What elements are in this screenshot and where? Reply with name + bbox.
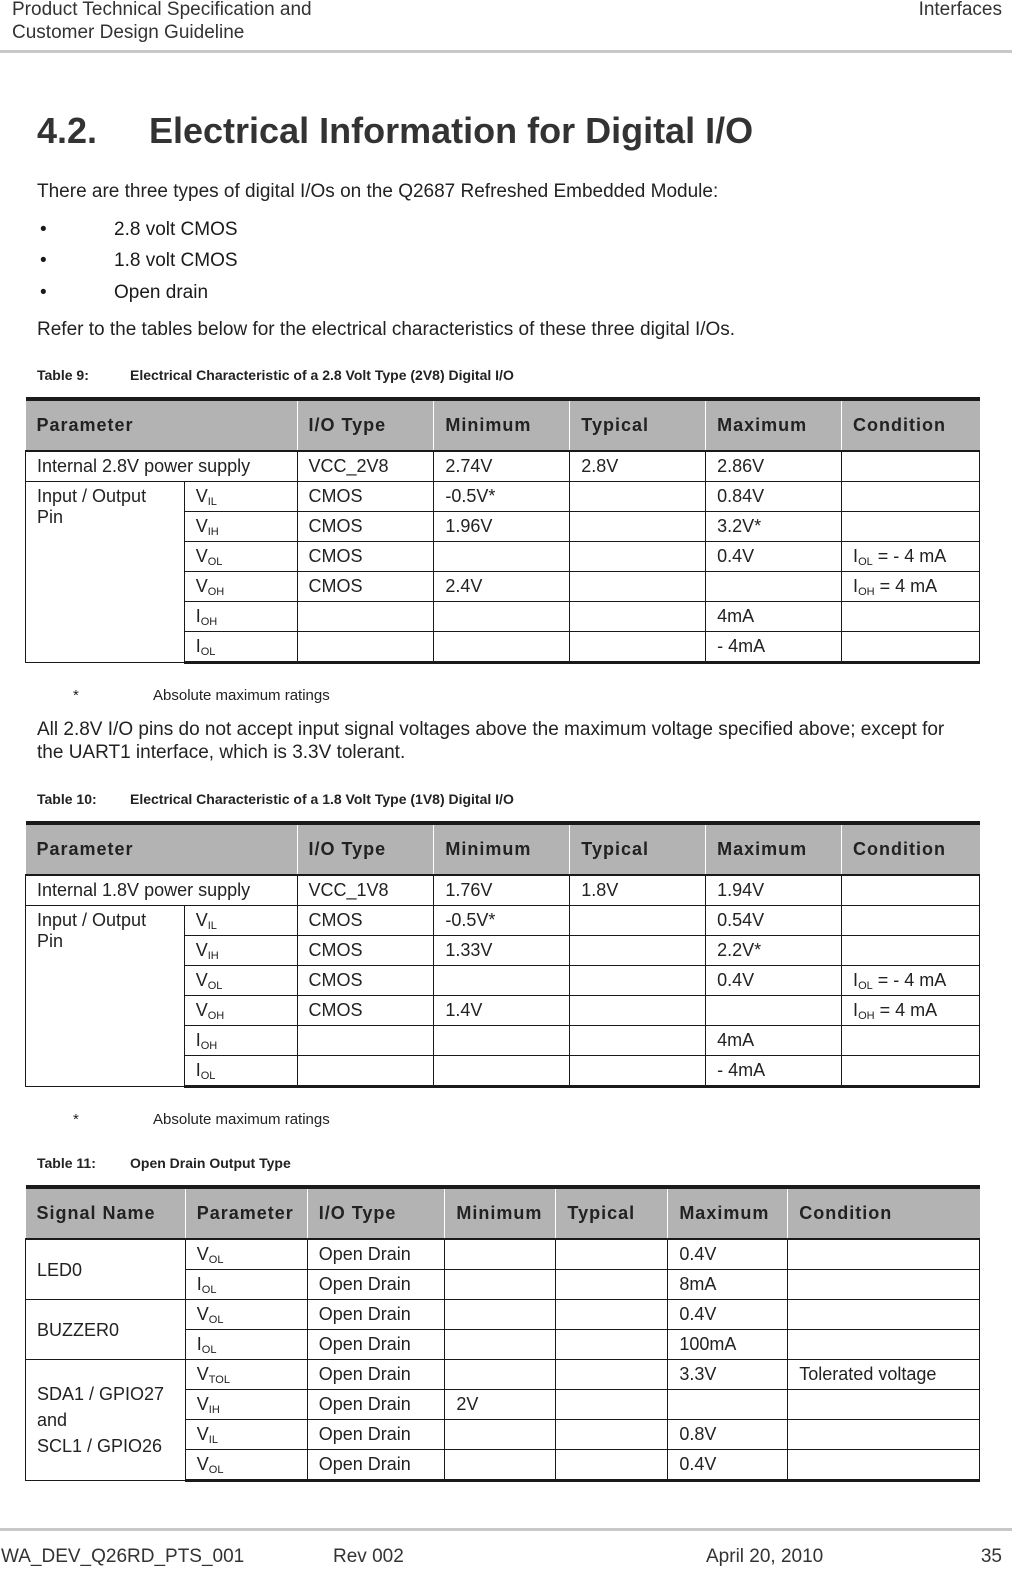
table-cell: Open Drain — [307, 1360, 445, 1390]
table-cell — [184, 632, 297, 663]
col-header: Condition — [788, 1187, 980, 1239]
symbol: I — [196, 1273, 202, 1294]
signal-name-cell — [26, 1300, 186, 1360]
signal-name: and — [37, 1410, 68, 1430]
table-cell: Tolerated voltage — [788, 1360, 980, 1390]
table-cell: 2.74V — [434, 451, 570, 482]
table9-label: Table 9: — [37, 367, 89, 383]
bullet-text: 2.8 volt CMOS — [114, 219, 238, 240]
signal-name-cell — [26, 1239, 186, 1300]
table-cell — [184, 602, 297, 632]
symbol-subscript: IH — [208, 1403, 220, 1416]
col-header: Minimum — [434, 823, 570, 875]
table-cell — [556, 1390, 668, 1420]
table-cell — [570, 996, 706, 1026]
table-cell — [434, 1056, 570, 1087]
table-cell — [185, 1330, 307, 1360]
table-cell: Internal 2.8V power supply — [26, 451, 298, 482]
table-cell — [184, 906, 297, 936]
table-cell: CMOS — [297, 936, 434, 966]
symbol-subscript: OL — [201, 1343, 217, 1356]
symbol-subscript: OL — [200, 1069, 216, 1082]
table-cell — [570, 482, 706, 512]
symbol: I — [853, 545, 859, 566]
table-cell — [297, 1056, 434, 1087]
signal-name: SCL1 / GPIO26 — [37, 1436, 163, 1456]
col-header: Minimum — [434, 399, 570, 451]
table10 — [25, 821, 980, 1088]
table-cell: 1.96V — [434, 512, 570, 542]
table-header-row — [26, 1187, 980, 1239]
table-cell — [445, 1330, 556, 1360]
table-cell — [445, 1420, 556, 1450]
symbol: V — [196, 1393, 209, 1414]
table-cell — [842, 1056, 980, 1087]
col-header: Typical — [556, 1187, 668, 1239]
table11-caption — [37, 1155, 291, 1171]
table-cell — [668, 1390, 788, 1420]
table-cell — [185, 1450, 307, 1481]
table-cell — [185, 1360, 307, 1390]
group-label: Input / Output Pin — [26, 482, 185, 663]
table-cell — [556, 1360, 668, 1390]
header-section: Interfaces — [918, 0, 1002, 20]
col-header: Maximum — [668, 1187, 788, 1239]
col-header: Condition — [842, 399, 980, 451]
symbol-subscript: OH — [200, 1039, 218, 1052]
table-cell — [570, 1026, 706, 1056]
note-text: Absolute maximum ratings — [153, 687, 330, 704]
col-header: Parameter — [185, 1187, 307, 1239]
table-cell — [842, 1026, 980, 1056]
table-cell — [788, 1239, 980, 1270]
footer-divider — [0, 1528, 1012, 1531]
col-header: Typical — [570, 823, 706, 875]
table-cell — [570, 542, 706, 572]
table-cell: 0.8V — [668, 1420, 788, 1450]
table9-note — [73, 687, 330, 704]
refer-paragraph: Refer to the tables below for the electrical characteristics of these three digital I/Os. — [37, 319, 736, 340]
col-header: Parameter — [26, 823, 298, 875]
table-cell — [788, 1420, 980, 1450]
section-heading — [37, 110, 753, 152]
table-cell — [185, 1300, 307, 1330]
table-cell: 1.94V — [706, 875, 842, 906]
table-cell: Internal 1.8V power supply — [26, 875, 298, 906]
table-cell — [570, 936, 706, 966]
symbol: V — [195, 485, 208, 506]
table-row — [26, 482, 980, 512]
doc-title — [12, 0, 312, 44]
bullet-text: Open drain — [114, 282, 209, 303]
table-cell — [297, 1026, 434, 1056]
col-header: Condition — [842, 823, 980, 875]
signal-name: BUZZER0 — [37, 1319, 120, 1340]
table-cell — [842, 936, 980, 966]
table-cell — [434, 602, 570, 632]
table-cell — [842, 906, 980, 936]
table-cell — [445, 1300, 556, 1330]
table-cell — [706, 572, 842, 602]
table-cell — [184, 1056, 297, 1087]
footer-revision: Rev 002 — [333, 1546, 404, 1567]
symbol: V — [196, 1453, 209, 1474]
table-cell: CMOS — [297, 906, 434, 936]
section-number: 4.2. — [37, 110, 98, 151]
symbol-subscript: IL — [207, 495, 217, 508]
table-cell — [556, 1420, 668, 1450]
symbol: I — [195, 1029, 201, 1050]
supply-row — [26, 875, 980, 906]
table-cell — [842, 542, 980, 572]
signal-name: SDA1 / GPIO27 — [37, 1384, 165, 1404]
bullet-text: 1.8 volt CMOS — [114, 250, 238, 271]
table-cell: Open Drain — [307, 1239, 445, 1270]
table-cell — [842, 451, 980, 482]
table-cell: 2.8V — [570, 451, 706, 482]
symbol: V — [195, 575, 208, 596]
supply-row — [26, 451, 980, 482]
symbol: V — [196, 1303, 209, 1324]
col-header: I/O Type — [307, 1187, 445, 1239]
table-cell: CMOS — [297, 482, 434, 512]
signal-name: LED0 — [37, 1259, 83, 1280]
symbol-subscript: OL — [200, 645, 216, 658]
table9-caption — [37, 367, 514, 383]
symbol: V — [196, 1363, 209, 1384]
table-cell: 0.54V — [706, 906, 842, 936]
condition-value: = - 4 mA — [872, 969, 947, 990]
table-cell — [184, 936, 297, 966]
table-cell — [434, 1026, 570, 1056]
table-cell: - 4mA — [706, 632, 842, 663]
footer-date: April 20, 2010 — [706, 1546, 824, 1567]
table-row — [26, 1239, 980, 1270]
table-cell: 2.2V* — [706, 936, 842, 966]
col-header: Parameter — [26, 399, 298, 451]
table-cell — [788, 1330, 980, 1360]
doc-title-line1: Product Technical Specification and — [12, 0, 312, 20]
table-cell — [788, 1270, 980, 1300]
table-cell: 0.4V — [706, 966, 842, 996]
table-cell — [434, 542, 570, 572]
table-cell — [184, 1026, 297, 1056]
symbol-subscript: OL — [207, 555, 223, 568]
table-cell: 2V — [445, 1390, 556, 1420]
table-cell: 8mA — [668, 1270, 788, 1300]
symbol: V — [195, 909, 208, 930]
table-cell — [445, 1360, 556, 1390]
table-cell — [556, 1270, 668, 1300]
symbol: V — [195, 515, 208, 536]
symbol-subscript: OL — [208, 1313, 224, 1326]
table10-label: Table 10: — [37, 791, 97, 807]
table-header-row — [26, 823, 980, 875]
table-cell — [570, 602, 706, 632]
section-title: Electrical Information for Digital I/O — [149, 110, 754, 151]
table-cell — [842, 572, 980, 602]
symbol-subscript: OH — [207, 585, 225, 598]
table-cell — [445, 1239, 556, 1270]
table-cell — [570, 906, 706, 936]
table-cell: Open Drain — [307, 1300, 445, 1330]
bullet-item: • Open drain — [40, 282, 209, 303]
table-cell: 0.4V — [668, 1300, 788, 1330]
table-cell: Open Drain — [307, 1390, 445, 1420]
table11-title: Open Drain Output Type — [130, 1155, 291, 1171]
table-row — [26, 1300, 980, 1330]
table10-title: Electrical Characteristic of a 1.8 Volt Type (1V8) Digital I/O — [130, 791, 514, 807]
symbol-subscript: OH — [858, 585, 875, 598]
symbol-subscript: OL — [201, 1283, 217, 1296]
table-cell — [556, 1450, 668, 1481]
col-header: Minimum — [445, 1187, 556, 1239]
table-cell: 0.4V — [668, 1239, 788, 1270]
group-label: Input / Output Pin — [26, 906, 185, 1087]
symbol: V — [195, 939, 208, 960]
table-cell: 1.8V — [570, 875, 706, 906]
table-cell — [184, 542, 297, 572]
symbol-subscript: IL — [208, 1433, 218, 1446]
note-star: * — [73, 1111, 79, 1128]
table-row — [26, 906, 980, 936]
table-cell — [570, 512, 706, 542]
uart-paragraph: All 2.8V I/O pins do not accept input signal voltages above the maximum voltage specified above; except for the UART1 interface, which is 3.3V tolerant. — [37, 719, 945, 763]
footer-doc-id: WA_DEV_Q26RD_PTS_001 — [1, 1546, 245, 1567]
symbol: V — [195, 969, 208, 990]
symbol: I — [195, 635, 201, 656]
header-divider — [0, 50, 1012, 53]
table-cell — [842, 602, 980, 632]
table-cell — [788, 1450, 980, 1481]
table-cell: 2.4V — [434, 572, 570, 602]
signal-name-cell — [26, 1360, 186, 1481]
symbol-subscript: IH — [207, 525, 219, 538]
table-cell: Open Drain — [307, 1270, 445, 1300]
table-cell: CMOS — [297, 572, 434, 602]
symbol-subscript: OL — [207, 979, 223, 992]
col-header: Signal Name — [26, 1187, 186, 1239]
table-cell — [184, 996, 297, 1026]
condition-value: = 4 mA — [874, 999, 938, 1020]
table-cell — [184, 512, 297, 542]
symbol-subscript: OL — [858, 555, 873, 568]
symbol: I — [853, 999, 859, 1020]
table-cell — [184, 572, 297, 602]
table-cell — [788, 1390, 980, 1420]
symbol: I — [195, 1059, 201, 1080]
footer-page-number: 35 — [980, 1546, 1002, 1567]
table-cell — [842, 875, 980, 906]
symbol: I — [853, 969, 859, 990]
col-header: Maximum — [706, 399, 842, 451]
table-cell: 100mA — [668, 1330, 788, 1360]
table-cell — [185, 1420, 307, 1450]
table-cell — [184, 482, 297, 512]
table-cell: 0.84V — [706, 482, 842, 512]
table-cell: VCC_2V8 — [297, 451, 434, 482]
symbol-subscript: OL — [208, 1463, 224, 1476]
symbol: I — [195, 605, 201, 626]
symbol-subscript: OH — [207, 1009, 225, 1022]
table-cell: 3.3V — [668, 1360, 788, 1390]
table10-caption — [37, 791, 514, 807]
table-cell — [445, 1450, 556, 1481]
table9-title: Electrical Characteristic of a 2.8 Volt Type (2V8) Digital I/O — [130, 367, 514, 383]
symbol-subscript: OL — [208, 1253, 224, 1266]
intro-paragraph: There are three types of digital I/Os on the Q2687 Refreshed Embedded Module: — [37, 181, 719, 202]
table-cell: 4mA — [706, 1026, 842, 1056]
table-cell: -0.5V* — [434, 482, 570, 512]
table-cell — [297, 602, 434, 632]
table11 — [25, 1185, 980, 1482]
bullet-item: • 1.8 volt CMOS — [40, 250, 238, 271]
table-cell — [185, 1270, 307, 1300]
symbol-subscript: IH — [207, 949, 219, 962]
table-cell — [556, 1330, 668, 1360]
table-cell — [570, 632, 706, 663]
table-row — [26, 1360, 980, 1390]
col-header: I/O Type — [297, 399, 434, 451]
table-cell: -0.5V* — [434, 906, 570, 936]
table-cell — [556, 1239, 668, 1270]
symbol: V — [195, 999, 208, 1020]
table-cell — [842, 482, 980, 512]
table-cell — [570, 1056, 706, 1087]
table-cell: Open Drain — [307, 1330, 445, 1360]
symbol: V — [195, 545, 208, 566]
symbol-subscript: IL — [207, 919, 217, 932]
table9 — [25, 397, 980, 664]
table-cell: 0.4V — [706, 542, 842, 572]
symbol-subscript: OH — [858, 1009, 875, 1022]
table-cell — [434, 632, 570, 663]
table-cell — [185, 1239, 307, 1270]
table-cell: 1.33V — [434, 936, 570, 966]
table-cell: 0.4V — [668, 1450, 788, 1481]
col-header: Typical — [570, 399, 706, 451]
table-cell — [185, 1390, 307, 1420]
table11-label: Table 11: — [37, 1155, 96, 1171]
table-cell — [570, 572, 706, 602]
table-cell: - 4mA — [706, 1056, 842, 1087]
note-star: * — [73, 687, 79, 704]
table-cell: CMOS — [297, 542, 434, 572]
condition-value: = - 4 mA — [872, 545, 947, 566]
table-cell: 3.2V* — [706, 512, 842, 542]
symbol-subscript: TOL — [208, 1373, 230, 1386]
table-cell — [706, 996, 842, 1026]
doc-title-line2: Customer Design Guideline — [12, 22, 245, 43]
table-cell: CMOS — [297, 512, 434, 542]
table-cell: Open Drain — [307, 1450, 445, 1481]
bullet-item: • 2.8 volt CMOS — [40, 219, 238, 240]
table-cell — [556, 1300, 668, 1330]
table-cell — [842, 632, 980, 663]
table-cell: 4mA — [706, 602, 842, 632]
table10-note — [73, 1111, 330, 1128]
table-cell: CMOS — [297, 966, 434, 996]
table-cell — [184, 966, 297, 996]
condition-value: = 4 mA — [874, 575, 938, 596]
table-cell: 1.76V — [434, 875, 570, 906]
table-cell — [842, 512, 980, 542]
symbol: V — [196, 1423, 209, 1444]
note-text: Absolute maximum ratings — [153, 1111, 330, 1128]
symbol: I — [196, 1333, 202, 1354]
table-cell: CMOS — [297, 996, 434, 1026]
table-cell — [445, 1270, 556, 1300]
table-cell — [434, 966, 570, 996]
symbol-subscript: OH — [200, 615, 218, 628]
symbol-subscript: OL — [858, 979, 873, 992]
table-cell — [842, 996, 980, 1026]
col-header: I/O Type — [297, 823, 434, 875]
table-header-row — [26, 399, 980, 451]
table-cell — [788, 1300, 980, 1330]
col-header: Maximum — [706, 823, 842, 875]
symbol: I — [853, 575, 859, 596]
symbol: V — [196, 1243, 209, 1264]
table-cell: VCC_1V8 — [297, 875, 434, 906]
table-cell: Open Drain — [307, 1420, 445, 1450]
table-cell — [297, 632, 434, 663]
table-cell — [570, 966, 706, 996]
table-cell — [842, 966, 980, 996]
table-cell: 1.4V — [434, 996, 570, 1026]
table-cell: 2.86V — [706, 451, 842, 482]
